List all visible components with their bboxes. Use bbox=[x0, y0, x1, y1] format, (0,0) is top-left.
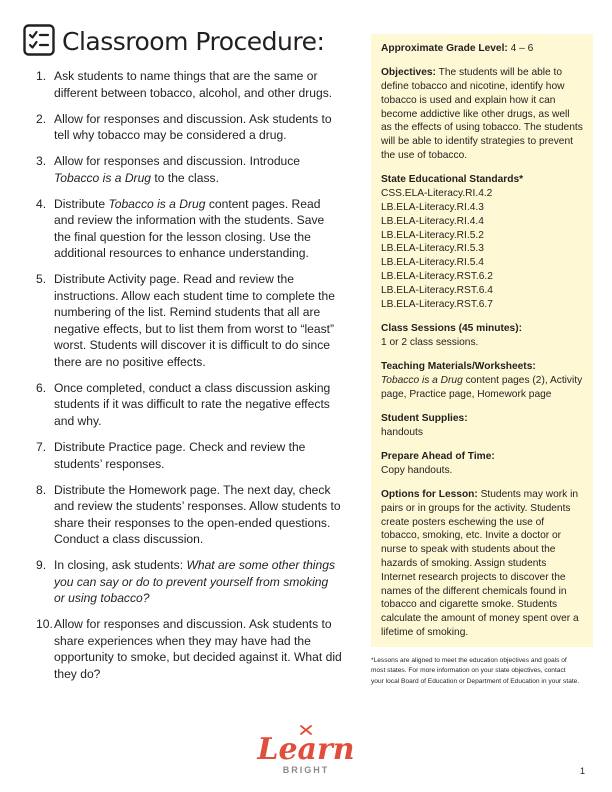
procedure-step bbox=[36, 380, 342, 430]
procedure-step bbox=[36, 271, 342, 370]
footnote-line: your local Board of Education or Department of Education in your state. bbox=[371, 677, 580, 685]
objectives bbox=[381, 66, 583, 163]
step-text bbox=[54, 196, 342, 262]
step-number: 4. bbox=[36, 196, 47, 211]
step-number: 6. bbox=[36, 380, 47, 395]
lesson-options-text: Students may work in pairs or in groups for the activity. Students create posters eschewing the use of tobacco, smoking, etc. Invite a doctor or nurse to speak with students about the hazards of smoking. Assign students Internet research projects to discover the names of the different chemicals found in tobacco and cigarette smoke. Students calculate the amount of money spent over a lifetime of smoking. bbox=[381, 489, 579, 638]
standards bbox=[381, 173, 583, 311]
prepare-ahead-value: Copy handouts. bbox=[381, 464, 453, 476]
step-emphasis: Tobacco is a Drug bbox=[108, 196, 206, 211]
materials-rest: content pages (2), Activity page, Practice page, Homework page bbox=[381, 374, 583, 400]
procedure-step bbox=[36, 196, 342, 262]
step-number: 3. bbox=[36, 154, 47, 169]
teaching-materials-label: Teaching Materials/Worksheets: bbox=[381, 360, 536, 372]
student-supplies bbox=[381, 412, 583, 440]
step-text-part: to the class. bbox=[151, 170, 219, 185]
class-sessions-value: 1 or 2 class sessions. bbox=[381, 336, 479, 348]
step-number: 10. bbox=[36, 617, 53, 632]
page-title: Classroom Procedure: bbox=[62, 27, 325, 56]
teaching-materials bbox=[381, 360, 583, 401]
step-text-part: Distribute bbox=[54, 196, 109, 211]
step-text: Distribute Practice page. Check and review the students’ responses. bbox=[54, 440, 306, 471]
step-text: Distribute the Homework page. The next day, check and review the students’ responses. Allow students to share their responses to the open-ended questions. Conduct a class discussion. bbox=[54, 482, 341, 547]
standard-item: LB.ELA-Literacy.RI.5.2 bbox=[381, 229, 484, 241]
step-number: 9. bbox=[36, 558, 47, 573]
step-text: Distribute Activity page. Read and review the instructions. Allow each student time to complete the numbering of the list. Remind students that all are negative effects, but to list them from worst to “least” worst. Students will discover it is difficult to do since there are no positive effects. bbox=[54, 272, 335, 369]
lesson-info-sidebar bbox=[371, 34, 593, 647]
step-text bbox=[54, 153, 342, 186]
lesson-options bbox=[381, 488, 583, 640]
standard-item: LB.ELA-Literacy.RST.6.4 bbox=[381, 284, 493, 296]
grade-level-label: Approximate Grade Level: bbox=[381, 43, 508, 54]
step-number: 5. bbox=[36, 272, 47, 287]
student-supplies-value: handouts bbox=[381, 426, 423, 438]
step-number: 8. bbox=[36, 482, 47, 497]
materials-title: Tobacco is a Drug bbox=[381, 374, 463, 386]
standards-label: State Educational Standards* bbox=[381, 174, 524, 186]
step-number: 1. bbox=[36, 69, 47, 83]
step-number: 7. bbox=[36, 440, 47, 455]
step-text: Allow for responses and discussion. Ask students to share experiences when they may have had the opportunity to smoke, but decided against it. What did they do? bbox=[54, 617, 342, 681]
class-sessions bbox=[381, 322, 583, 350]
checklist-icon bbox=[23, 24, 55, 56]
step-text-part: content pages. Read and review the information with the students. Save the final question for the lesson closing. Use the additional resources to enhance understanding. bbox=[54, 196, 325, 261]
procedure-step bbox=[36, 111, 342, 144]
procedure-step bbox=[36, 482, 342, 548]
standard-item: LB.ELA-Literacy.RST.6.7 bbox=[381, 298, 493, 310]
step-emphasis: Tobacco is a Drug bbox=[54, 170, 152, 185]
logo-wordmark: Learn bbox=[257, 732, 355, 767]
standards-list bbox=[381, 187, 583, 311]
standard-item: LB.ELA-Literacy.RI.5.4 bbox=[381, 257, 484, 269]
procedure-steps bbox=[36, 68, 342, 692]
objectives-label: Objectives: bbox=[381, 67, 436, 79]
step-text bbox=[54, 557, 342, 607]
page-number: 1 bbox=[580, 766, 586, 776]
lesson-options-label: Options for Lesson: bbox=[381, 489, 478, 501]
step-text: Allow for responses and discussion. Ask students to tell why tobacco may be considered a drug. bbox=[54, 111, 332, 143]
standard-item: LB.ELA-Literacy.RI.4.4 bbox=[381, 215, 484, 227]
standard-item: LB.ELA-Literacy.RI.5.3 bbox=[381, 243, 484, 255]
step-text-part: In closing, ask students: bbox=[54, 558, 187, 573]
step-text: Ask students to name things that are the same or different between tobacco, alcohol, and other drugs. bbox=[54, 69, 333, 100]
class-sessions-label: Class Sessions (45 minutes): bbox=[381, 322, 522, 334]
learn-bright-logo bbox=[245, 723, 367, 779]
standard-item: LB.ELA-Literacy.RST.6.2 bbox=[381, 270, 493, 282]
standard-item: CSS.ELA-Literacy.RI.4.2 bbox=[381, 188, 493, 200]
footnote-line: *Lessons are aligned to meet the education objectives and goals of bbox=[371, 657, 567, 664]
grade-level bbox=[381, 42, 583, 56]
step-text: Once completed, conduct a class discussion asking students if it was difficult to rate the negative effects and why. bbox=[54, 380, 331, 428]
standards-footnote bbox=[371, 656, 603, 687]
footnote-line: most states. For more information on your state objectives, contact bbox=[371, 667, 566, 675]
grade-level-value: 4 – 6 bbox=[510, 43, 534, 54]
step-emphasis: What are some other things you can say or do to prevent yourself from smoking or using tobacco? bbox=[54, 558, 335, 606]
procedure-step bbox=[36, 153, 342, 186]
prepare-ahead-label: Prepare Ahead of Time: bbox=[381, 450, 495, 462]
logo-subtitle: BRIGHT bbox=[282, 765, 330, 775]
student-supplies-label: Student Supplies: bbox=[381, 412, 468, 424]
step-number: 2. bbox=[36, 111, 47, 126]
step-text-part: Allow for responses and discussion. Introduce bbox=[54, 154, 301, 169]
objectives-text: The students will be able to define tobacco and nicotine, identify how tobacco is used and explain how it can become addictive like other drugs, as well as the effects of using tobacco. The students will be able to identify strategies to prevent the use of tobacco. bbox=[381, 67, 583, 162]
standard-item: LB.ELA-Literacy.RI.4.3 bbox=[381, 201, 484, 213]
procedure-step bbox=[36, 616, 342, 682]
procedure-step bbox=[36, 439, 342, 472]
teaching-materials-value bbox=[381, 374, 583, 402]
procedure-step bbox=[36, 557, 342, 607]
procedure-step bbox=[36, 68, 342, 101]
prepare-ahead bbox=[381, 450, 583, 478]
